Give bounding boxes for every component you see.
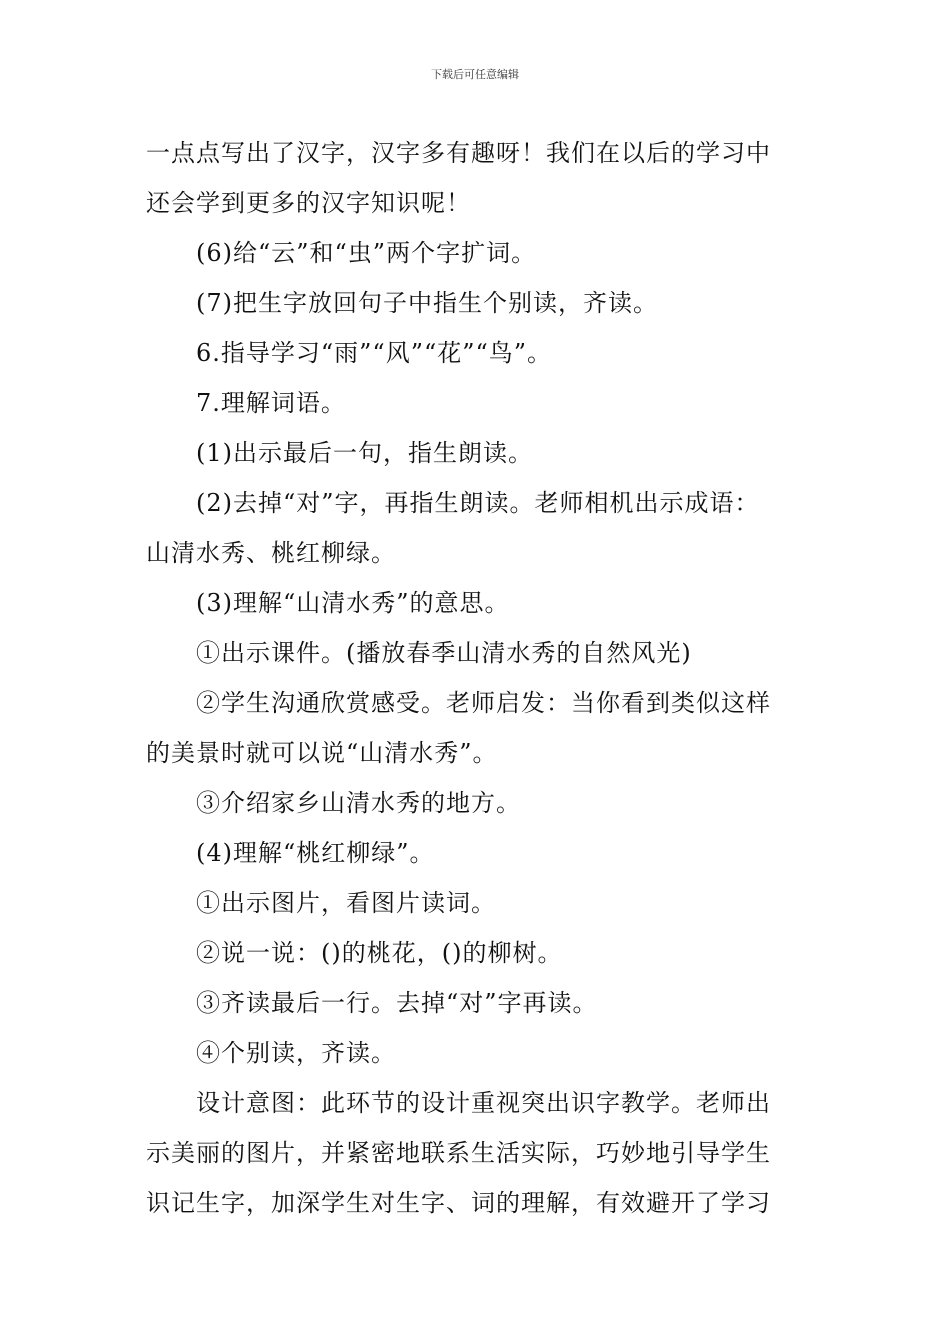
text-line: 设计意图：此环节的设计重视突出识字教学。老师出 — [196, 1089, 771, 1117]
text-line: ③齐读最后一行。去掉“对”字再读。 — [196, 989, 598, 1017]
page-header: 下载后可任意编辑 — [431, 68, 519, 81]
text-line: 识记生字，加深学生对生字、词的理解，有效避开了学习 — [146, 1189, 771, 1217]
text-line: ①出示课件。(播放春季山清水秀的自然风光) — [196, 639, 692, 667]
text-line: 山清水秀、桃红柳绿。 — [146, 539, 396, 567]
text-line: ①出示图片，看图片读词。 — [196, 889, 496, 917]
text-line: ③介绍家乡山清水秀的地方。 — [196, 789, 521, 817]
document-body — [146, 128, 814, 1228]
text-line: ②学生沟通欣赏感受。老师启发：当你看到类似这样 — [196, 689, 771, 717]
text-line: ④个别读，齐读。 — [196, 1039, 396, 1067]
text-line: (6)给“云”和“虫”两个字扩词。 — [196, 239, 537, 267]
text-line: (4)理解“桃红柳绿”。 — [196, 839, 435, 867]
text-line: 6.指导学习“雨”“风”“花”“鸟”。 — [196, 339, 553, 367]
text-line: (7)把生字放回句子中指生个别读，齐读。 — [196, 289, 658, 317]
text-line: 一点点写出了汉字，汉字多有趣呀！我们在以后的学习中 — [146, 139, 771, 167]
text-line: 的美景时就可以说“山清水秀”。 — [146, 739, 498, 767]
text-line: 示美丽的图片，并紧密地联系生活实际，巧妙地引导学生 — [146, 1139, 771, 1167]
text-line: ②说一说：()的桃花，()的柳树。 — [196, 939, 563, 967]
text-line: (2)去掉“对”字，再指生朗读。老师相机出示成语： — [196, 489, 760, 517]
text-line: 还会学到更多的汉字知识呢！ — [146, 189, 471, 217]
text-line: 7.理解词语。 — [196, 389, 346, 417]
text-line: (1)出示最后一句，指生朗读。 — [196, 439, 533, 467]
text-line: (3)理解“山清水秀”的意思。 — [196, 589, 510, 617]
